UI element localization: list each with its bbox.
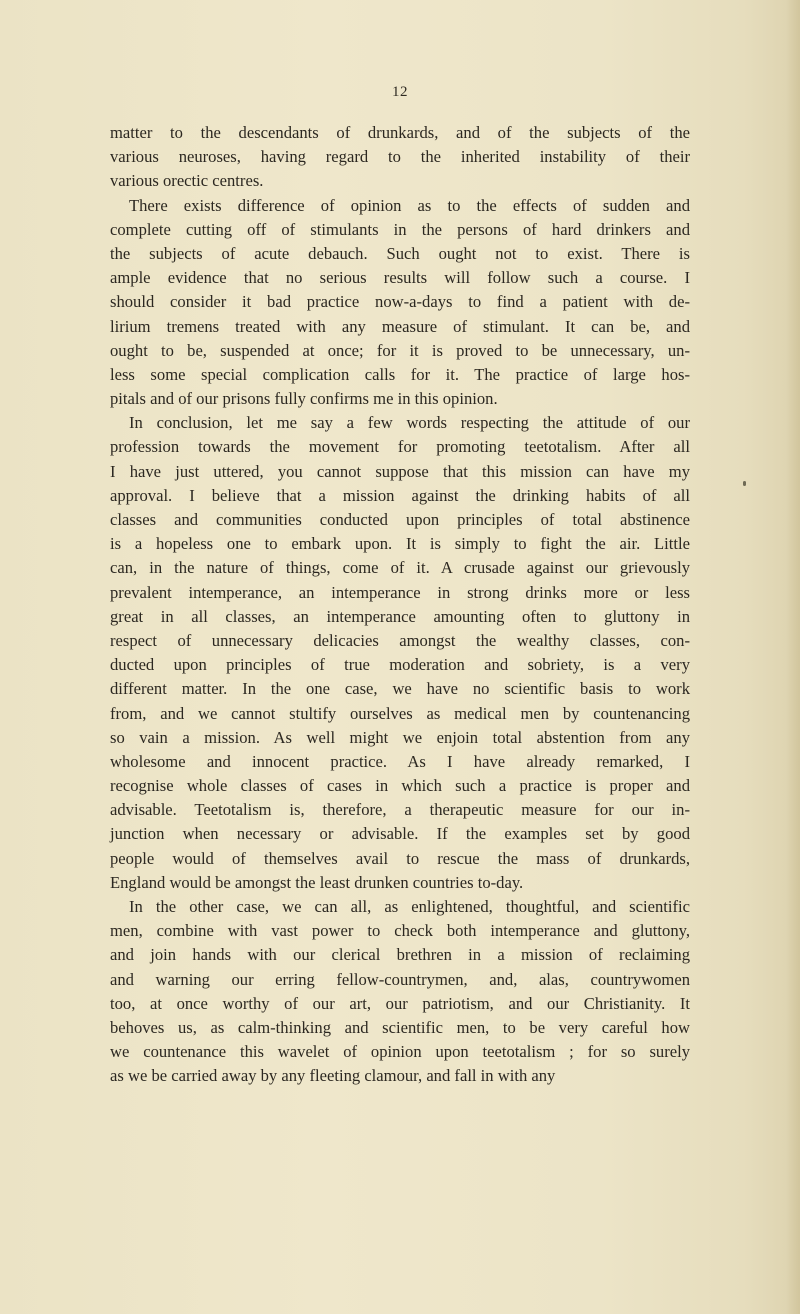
- text-line: pitals and of our prisons fully confirms me in this opinion.: [110, 389, 498, 409]
- text-line: as we be carried away by any fleeting clamour, and fall in with any: [110, 1066, 556, 1086]
- paragraph: [110, 411, 690, 895]
- text-line: the subjects of acute debauch. Such ought not to exist. There is: [110, 243, 690, 263]
- paragraph: [110, 194, 690, 412]
- text-line: prevalent intemperance, an intemperance in strong drinks more or less: [110, 582, 690, 602]
- text-line: behoves us, as calm-thinking and scientific men, to be very careful how: [110, 1017, 690, 1037]
- text-line: respect of unnecessary delicacies amongst the wealthy classes, con-: [110, 630, 690, 650]
- text-line: approval. I believe that a mission against the drinking habits of all: [110, 485, 690, 505]
- text-line: ducted upon principles of true moderation and sobriety, is a very: [110, 655, 690, 675]
- text-line: should consider it bad practice now-a-days to find a patient with de-: [110, 292, 690, 312]
- text-line: In conclusion, let me say a few words respecting the attitude of our: [129, 413, 690, 433]
- body-text: [110, 121, 690, 1089]
- text-line: profession towards the movement for promoting teetotalism. After all: [110, 437, 690, 457]
- text-line: There exists difference of opinion as to the effects of sudden and: [129, 195, 690, 215]
- text-line: great in all classes, an intemperance amounting often to gluttony in: [110, 606, 690, 626]
- text-line: various neuroses, having regard to the inherited instability of their: [110, 147, 690, 167]
- text-line: people would of themselves avail to rescue the mass of drunkards,: [110, 848, 690, 868]
- paragraph: [110, 895, 690, 1089]
- text-line: different matter. In the one case, we have no scientific basis to work: [110, 679, 690, 699]
- text-line: and warning our erring fellow-countrymen, and, alas, countrywomen: [110, 969, 690, 989]
- page-number: 12: [392, 84, 408, 100]
- text-line: England would be amongst the least drunken countries to-day.: [110, 872, 524, 892]
- text-line: lirium tremens treated with any measure of stimulant. It can be, and: [110, 316, 690, 336]
- text-line: classes and communities conducted upon principles of total abstinence: [110, 510, 690, 529]
- text-line: is a hopeless one to embark upon. It is simply to fight the air. Little: [110, 534, 690, 554]
- text-line: I have just uttered, you cannot suppose that this mission can have my: [110, 461, 690, 481]
- text-line: ought to be, suspended at once; for it is proved to be unnecessary, un-: [110, 340, 690, 360]
- text-line: can, in the nature of things, come of it. A crusade against our grievously: [110, 558, 690, 578]
- text-line: recognise whole classes of cases in which such a practice is proper and: [110, 776, 690, 796]
- paragraph: [110, 121, 690, 194]
- ink-speck: [743, 481, 746, 486]
- text-line: too, at once worthy of our art, our patriotism, and our Christianity. It: [110, 993, 690, 1013]
- text-line: we countenance this wavelet of opinion upon teetotalism ; for so surely: [110, 1042, 690, 1062]
- text-line: so vain a mission. As well might we enjoin total abstention from any: [110, 727, 690, 747]
- text-line: complete cutting off of stimulants in the persons of hard drinkers and: [110, 219, 690, 239]
- text-line: and join hands with our clerical brethren in a mission of reclaiming: [110, 945, 690, 965]
- text-line: matter to the descendants of drunkards, and of the subjects of the: [110, 123, 690, 142]
- text-line: junction when necessary or advisable. If the examples set by good: [110, 824, 690, 844]
- text-line: advisable. Teetotalism is, therefore, a therapeutic measure for our in-: [110, 800, 690, 820]
- text-line: less some special complication calls for it. The practice of large hos-: [110, 364, 690, 384]
- text-line: ample evidence that no serious results will follow such a course. I: [110, 268, 690, 288]
- text-line: various orectic centres.: [110, 171, 264, 191]
- text-line: In the other case, we can all, as enlightened, thoughtful, and scientific: [129, 897, 690, 916]
- text-line: men, combine with vast power to check both intemperance and gluttony,: [110, 921, 690, 941]
- text-line: from, and we cannot stultify ourselves as medical men by countenancing: [110, 703, 690, 723]
- text-line: wholesome and innocent practice. As I have already remarked, I: [110, 751, 690, 771]
- page-edge-shadow: [786, 0, 800, 1314]
